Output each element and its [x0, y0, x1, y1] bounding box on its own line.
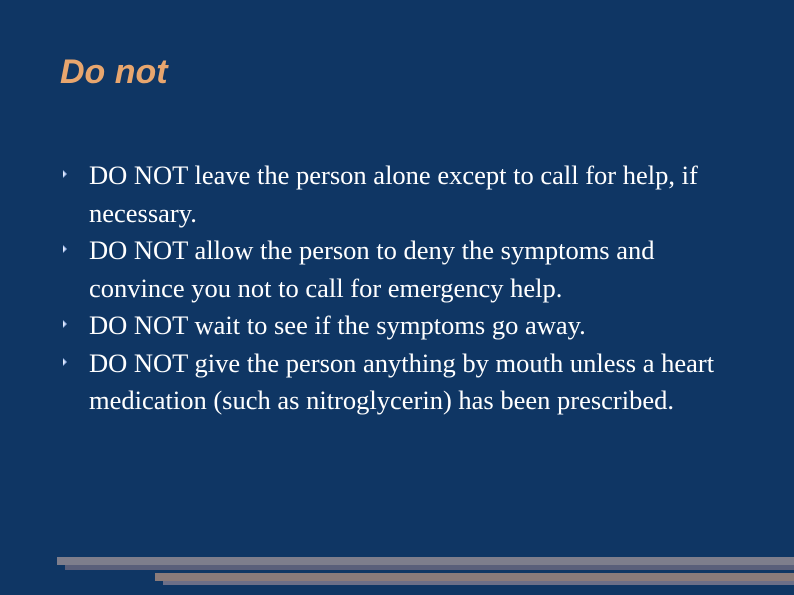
- footer-bar-shadow-2: [163, 581, 794, 585]
- bullet-text: DO NOT leave the person alone except to call for help, if necessary.: [89, 160, 698, 228]
- bullet-text: DO NOT wait to see if the symptoms go away.: [89, 310, 586, 340]
- bullet-text: DO NOT allow the person to deny the symptoms and convince you not to call for emergency help.: [89, 235, 655, 303]
- bullet-icon: [62, 170, 68, 179]
- bullet-text: DO NOT give the person anything by mouth unless a heart medication (such as nitroglycerin) has been prescribed.: [89, 347, 715, 415]
- bullet-item-3: [60, 307, 750, 345]
- bullet-item-4: [60, 345, 750, 420]
- bullet-icon: [62, 245, 68, 254]
- slide-title: Do not: [60, 53, 168, 91]
- footer-bar-2: [155, 573, 794, 581]
- bullet-list: [60, 157, 750, 420]
- bullet-item-1: [60, 157, 750, 232]
- bullet-icon: [62, 320, 68, 329]
- bullet-icon: [62, 358, 68, 367]
- footer-bar-shadow-1: [65, 565, 794, 570]
- footer-bar-1: [57, 557, 794, 565]
- bullet-item-2: [60, 232, 750, 307]
